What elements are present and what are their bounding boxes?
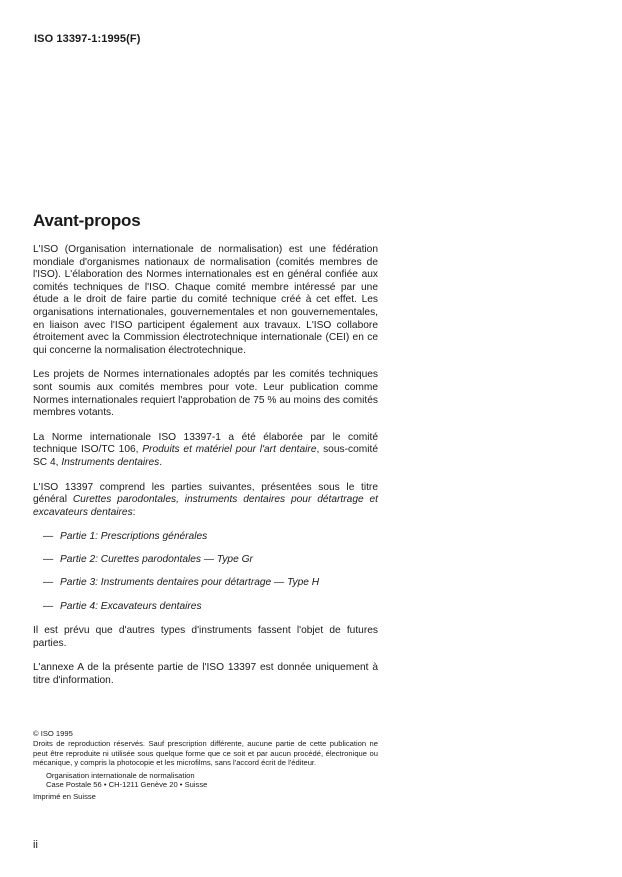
foreword-body [33,244,378,700]
part-label: Partie 1: Prescriptions générales [60,531,208,543]
list-item [33,531,378,544]
list-item [33,601,378,614]
part-label: Partie 4: Excavateurs dentaires [60,600,202,612]
paragraph-draft-standards: Les projets de Normes internationales adoptés par les comités techniques sont soumis aux comités membres pour vote. Leur publication comme Normes internationales requiert l'approbation de 75 % au moins des comités membres votants. [33,369,378,419]
page-number: ii [33,839,38,851]
dash-marker: — [43,577,54,589]
paragraph-future-parts: Il est prévu que d'autres types d'instruments fassent l'objet de futures parties. [33,625,378,649]
parts-intro-colon: : [132,506,136,518]
paragraph-annex: L'annexe A de la présente partie de l'ISO 13397 est donnée uniquement à titre d'information. [33,662,378,686]
general-title: Curettes parodontales, instruments dentaires pour détartrage et excavateurs dentaires [33,494,378,518]
parts-list [33,531,378,613]
list-item [33,554,378,567]
copyright-block [33,729,378,802]
dash-marker: — [43,600,54,612]
paragraph-committee [33,432,378,470]
copyright-line: © ISO 1995 [33,729,73,738]
paragraph-iso-intro: L'ISO (Organisation internationale de normalisation) est une fédération mondiale d'organismes nationaux de normalisation (comités membres de l'ISO). L'élaboration des Normes internationales est en général confiée aux comités techniques de l'ISO. Chaque comité membre intéressé par une étude a le droit de faire partie du comité technique créé à cet effet. Les organisations internationales, gouvernementales et non gouvernementales, en liaison avec l'ISO participent également aux travaux. L'ISO collabore étroitement avec la Commission électrotechnique internationale (CEI) en ce qui concerne la normalisation électrotechnique. [33,244,378,356]
paragraph-parts-intro [33,482,378,520]
part-label: Partie 2: Curettes parodontales — Type Gr [60,554,253,566]
rights-notice: Droits de reproduction réservés. Sauf prescription différente, aucune partie de cette publication ne peut être reproduite ni utilisée sous quelque forme que ce soit et par aucun procédé, électronique ou mécanique, y compris la photocopie et les microfilms, sans l'accord écrit de l'éditeur. [33,739,378,768]
committee-text-2: , sous-comité SC 4, [33,444,378,468]
subcommittee-title: Instruments dentaires [61,456,160,468]
part-label: Partie 3: Instruments dentaires pour détartrage — Type H [60,577,320,589]
list-item [33,577,378,590]
parts-intro-text: L'ISO 13397 comprend les parties suivantes, présentées sous le titre général [33,481,378,506]
printed-in: Imprimé en Suisse [33,792,96,802]
postal-address: Case Postale 56 • CH-1211 Genève 20 • Suisse [46,780,208,790]
dash-marker: — [43,531,54,543]
committee-text-end: . [159,456,163,468]
committee-title: Produits et matériel pour l'art dentaire [142,444,317,456]
organisation-name: Organisation internationale de normalisation [46,770,195,780]
standard-reference: ISO 13397-1:1995(F) [34,33,141,45]
committee-text: La Norme internationale ISO 13397-1 a été élaborée par le comité technique ISO/TC 106, [33,431,378,456]
dash-marker: — [43,554,54,566]
page-title: Avant-propos [33,211,141,230]
